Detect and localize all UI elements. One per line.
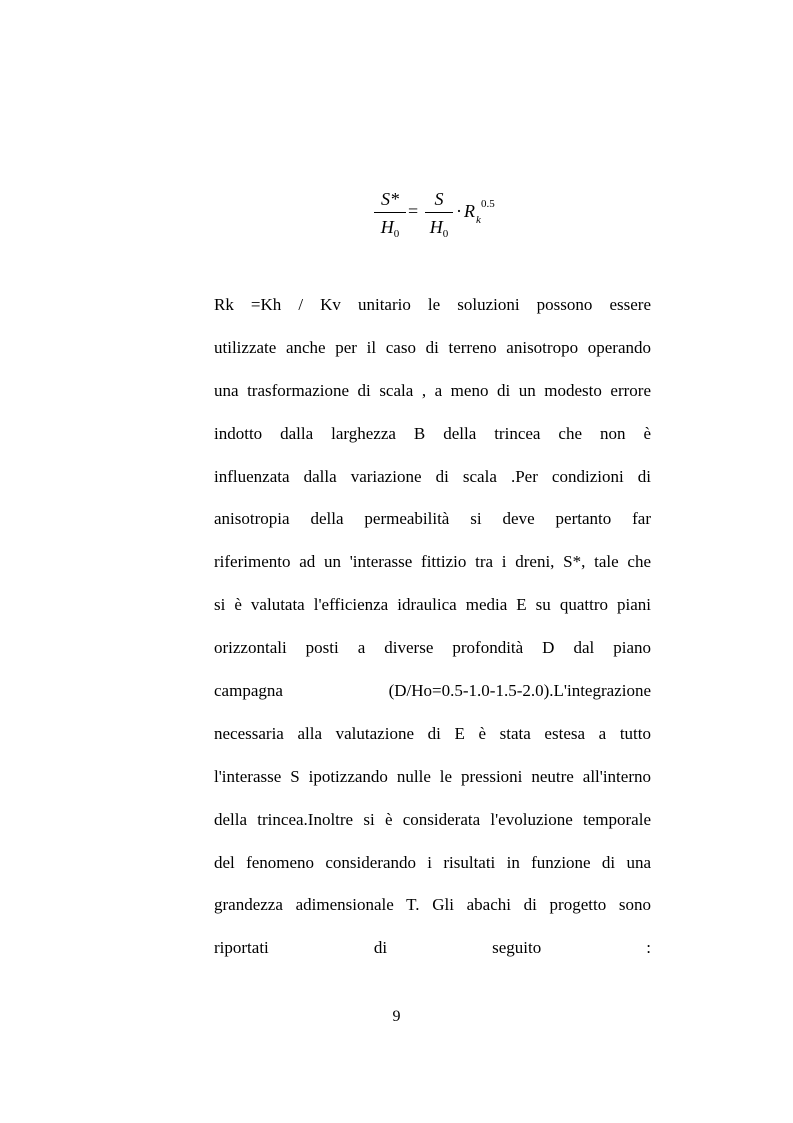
text-line: grandezza adimensionale T. Gli abachi di progetto sono (214, 895, 651, 915)
r-base: R (464, 201, 475, 221)
rhs-fraction-bar (425, 212, 453, 213)
text-line: riportati di seguito : (214, 938, 651, 958)
text-line: influenzata dalla variazione di scala .Per condizioni di (214, 466, 651, 486)
text-line: riferimento ad un 'interasse fittizio tra i dreni, S*, tale che (214, 552, 651, 572)
text-line: si è valutata l'efficienza idraulica media E su quattro piani (214, 595, 651, 615)
text-line: una trasformazione di scala , a meno di un modesto errore (214, 380, 651, 400)
rhs-denominator: $H_0$ (429, 217, 449, 240)
text-line: orizzontali posti a diverse profondità D dal piano (214, 638, 651, 658)
lhs-fraction-bar (374, 212, 406, 213)
rhs-numerator: S (434, 189, 444, 209)
page-number: 9 (392, 1008, 401, 1025)
text-line: l'interasse S ipotizzando nulle le pressioni neutre all'interno (214, 766, 651, 786)
lhs-numerator: S* (381, 189, 399, 209)
formula (374, 188, 514, 248)
r-exponent: 0.5 (481, 198, 495, 210)
text-line: necessaria alla valutazione di E è stata estesa a tutto (214, 723, 651, 743)
rhs-fraction (425, 188, 453, 238)
text-line: campagna (D/Ho=0.5-1.0-1.5-2.0).L'integrazione (214, 681, 651, 701)
text-line: della trincea.Inoltre si è considerata l'evoluzione temporale (214, 809, 651, 829)
text-line: Rk =Kh / Kv unitario le soluzioni possono essere (214, 295, 651, 314)
text-line: del fenomeno considerando i risultati in funzione di una (214, 852, 651, 872)
text-line: utilizzate anche per il caso di terreno anisotropo operando (214, 337, 651, 357)
text-line: anisotropia della permeabilità si deve pertanto far (214, 509, 651, 529)
equals-sign: = (408, 201, 419, 221)
multiplication-dot: · (456, 201, 462, 221)
r-subscript: k (476, 214, 481, 226)
text-line: indotto dalla larghezza B della trincea che non è (214, 423, 651, 443)
lhs-fraction (374, 188, 406, 238)
body-paragraph (214, 284, 651, 970)
lhs-denominator: $H_0$ (380, 217, 400, 240)
